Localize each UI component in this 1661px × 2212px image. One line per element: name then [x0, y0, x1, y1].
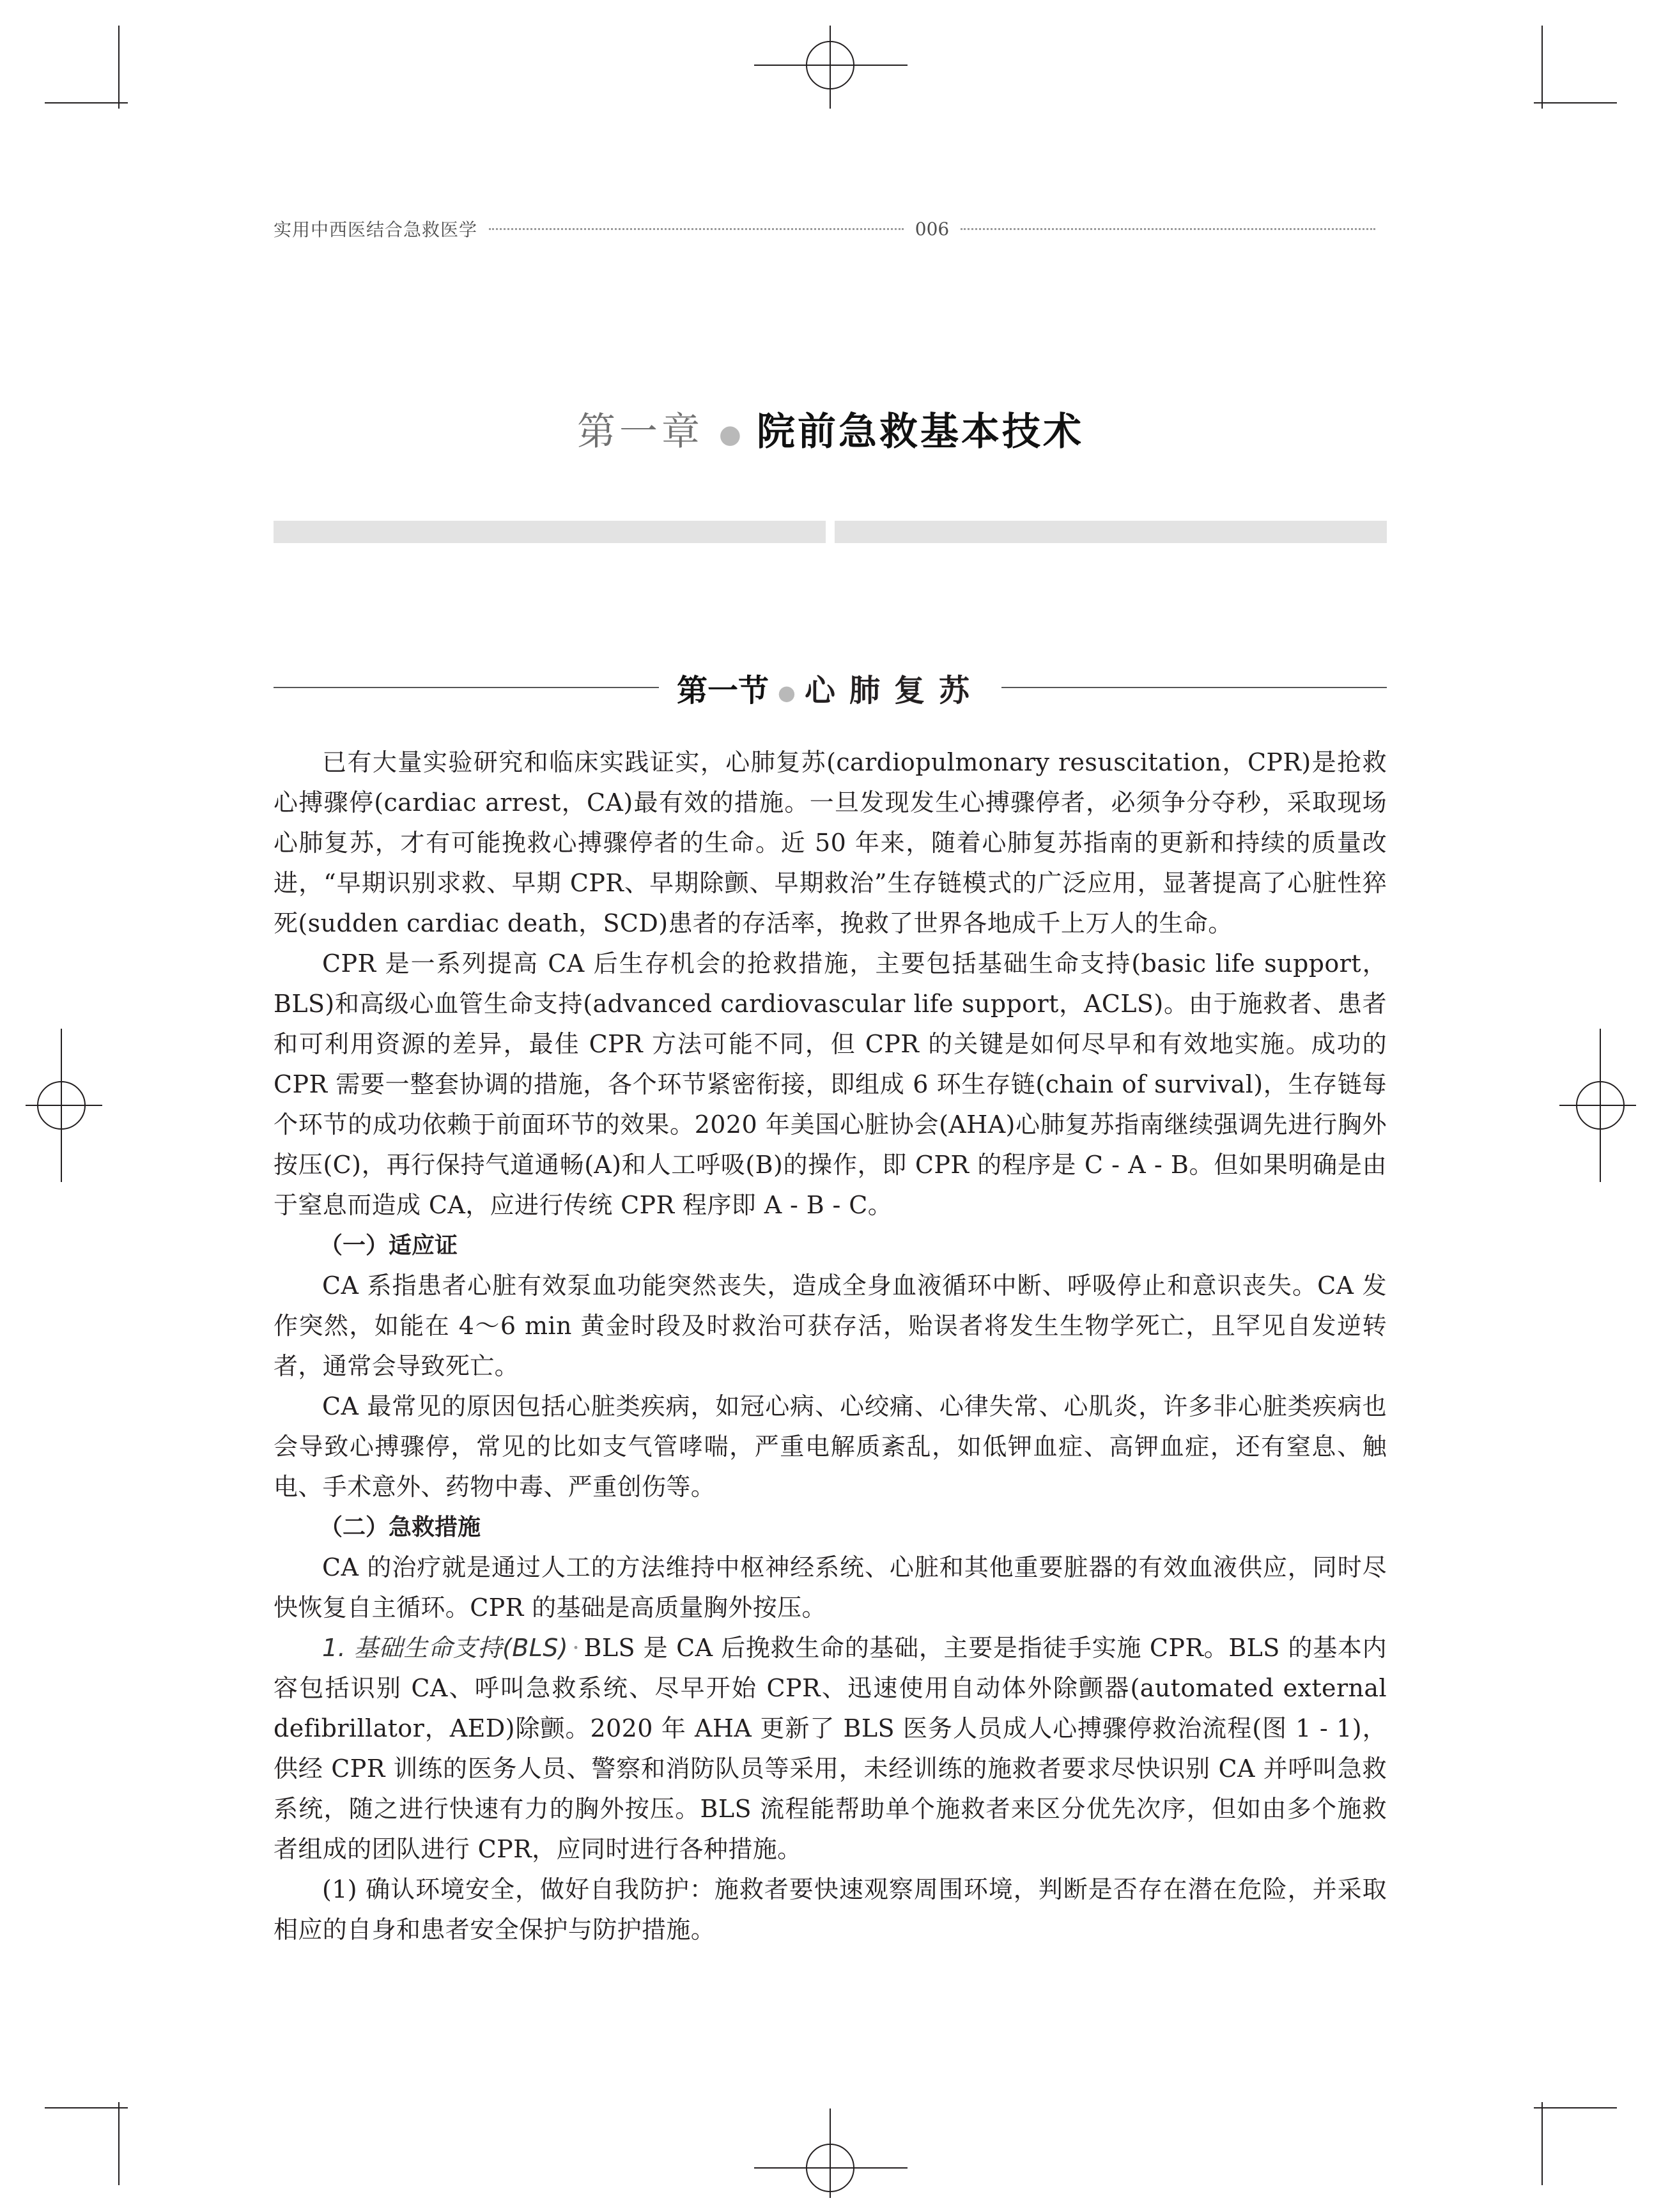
registration-mark-line	[1559, 1105, 1636, 1106]
running-head	[274, 215, 1387, 243]
paragraph: CA 系指患者心脏有效泵血功能突然丧失，造成全身血液循环中断、呼吸停止和意识丧失。CA 发作突然，如能在 4～6 min 黄金时段及时救治可获存活，贻误者将发生生物学死亡，且罕见自发逆转者，通常会导致死亡。	[274, 1271, 1387, 1380]
crop-mark	[118, 2102, 120, 2185]
page-number: 006	[915, 218, 950, 240]
registration-mark-line	[830, 2108, 831, 2198]
dotted-leader	[489, 228, 904, 230]
inline-separator: ·	[572, 1634, 580, 1662]
crop-mark	[1541, 26, 1543, 109]
paragraph: CA 的治疗就是通过人工的方法维持中枢神经系统、心脏和其他重要脏器的有效血液供应，同时尽快恢复自主循环。CPR 的基础是高质量胸外按压。	[274, 1553, 1387, 1622]
paragraph: CPR 是一系列提高 CA 后生存机会的抢救措施，主要包括基础生命支持(basic life support，BLS)和高级心血管生命支持(advanced cardiovascular life support，ACLS)。由于施救者、患者和可利用资源的差异，最佳 CPR 方法可能不同，但 CPR 的关键是如何尽早和有效地实施。成功的 CPR 需要一整套协调的措施，各个环节紧密衔接，即组成 6 环生存链(chain of survival)，生存链每个环节的成功依赖于前面环节的效果。2020 年美国心脏协会(AHA)心肺复苏指南继续强调先进行胸外按压(C)，再行保持气道通畅(A)和人工呼吸(B)的操作，即 CPR 的程序是 C - A - B。但如果明确是由于窒息而造成 CA，应进行传统 CPR 程序即 A - B - C。	[274, 949, 1387, 1219]
registration-mark-line	[754, 65, 908, 66]
subheading: （一）适应证	[320, 1233, 458, 1259]
section-rule-left	[274, 687, 659, 688]
section-rule-right	[1001, 687, 1387, 688]
registration-mark-line	[1600, 1029, 1601, 1182]
dotted-leader	[961, 228, 1375, 230]
body-text	[274, 742, 1387, 1950]
crop-mark	[118, 26, 120, 109]
paragraph-text: BLS 是 CA 后挽救生命的基础，主要是指徒手实施 CPR。BLS 的基本内容包括识别 CA、呼叫急救系统、尽早开始 CPR、迅速使用自动体外除颤器(automated external defibrillator，AED)除颤。2020 年 AHA 更新了 BLS 医务人员成人心搏骤停救治流程(图 1 - 1)，供经 CPR 训练的医务人员、警察和消防队员等采用，未经训练的施救者要求尽快识别 CA 并呼叫急救系统，随之进行快速有力的胸外按压。BLS 流程能帮助单个施救者来区分优先次序，但如由多个施救者组成的团队进行 CPR，应同时进行各种措施。	[274, 1634, 1387, 1863]
section-number: 第一节	[677, 672, 769, 709]
registration-mark-line	[754, 2167, 908, 2169]
title-separator-dot: ●	[778, 680, 796, 705]
crop-mark	[1534, 102, 1617, 104]
chapter-bar-left	[274, 521, 826, 543]
crop-mark	[45, 2107, 128, 2108]
paragraph: (1) 确认环境安全，做好自我防护：施救者要快速观察周围环境，判断是否存在潜在危险，并采取相应的自身和患者安全保护与防护措施。	[274, 1875, 1387, 1944]
subheading: （二）急救措施	[320, 1514, 481, 1540]
chapter-title	[0, 406, 1661, 460]
section-heading	[274, 662, 1387, 713]
crop-mark	[45, 102, 128, 104]
book-title: 实用中西医结合急救医学	[274, 219, 478, 240]
chapter-number: 第一章	[577, 410, 704, 454]
chapter-name: 院前急救基本技术	[756, 410, 1084, 454]
inline-heading: 1. 基础生命支持(BLS)	[322, 1634, 569, 1662]
crop-mark	[1534, 2107, 1617, 2108]
title-separator-dot: ●	[719, 420, 741, 450]
paragraph: 已有大量实验研究和临床实践证实，心肺复苏(cardiopulmonary resuscitation，CPR)是抢救心搏骤停(cardiac arrest，CA)最有效的措施。一旦发现发生心搏骤停者，必须争分夺秒，采取现场心肺复苏，才有可能挽救心搏骤停者的生命。近 50 年来，随着心肺复苏指南的更新和持续的质量改进，“早期识别求救、早期 CPR、早期除颤、早期救治”生存链模式的广泛应用，显著提高了心脏性猝死(sudden cardiac death，SCD)患者的存活率，挽救了世界各地成千上万人的生命。	[274, 748, 1387, 937]
registration-mark-line	[26, 1105, 102, 1106]
registration-mark-line	[830, 26, 831, 109]
chapter-bar-right	[835, 521, 1387, 543]
paragraph	[274, 1628, 1387, 1870]
paragraph: CA 最常见的原因包括心脏类疾病，如冠心病、心绞痛、心律失常、心肌炎，许多非心脏类疾病也会导致心搏骤停，常见的比如支气管哮喘，严重电解质紊乱，如低钾血症、高钾血症，还有窒息、触电、手术意外、药物中毒、严重创伤等。	[274, 1392, 1387, 1501]
registration-mark-line	[61, 1029, 62, 1182]
crop-mark	[1541, 2102, 1543, 2185]
section-name: 心肺复苏	[804, 672, 984, 709]
section-title	[659, 666, 1001, 710]
